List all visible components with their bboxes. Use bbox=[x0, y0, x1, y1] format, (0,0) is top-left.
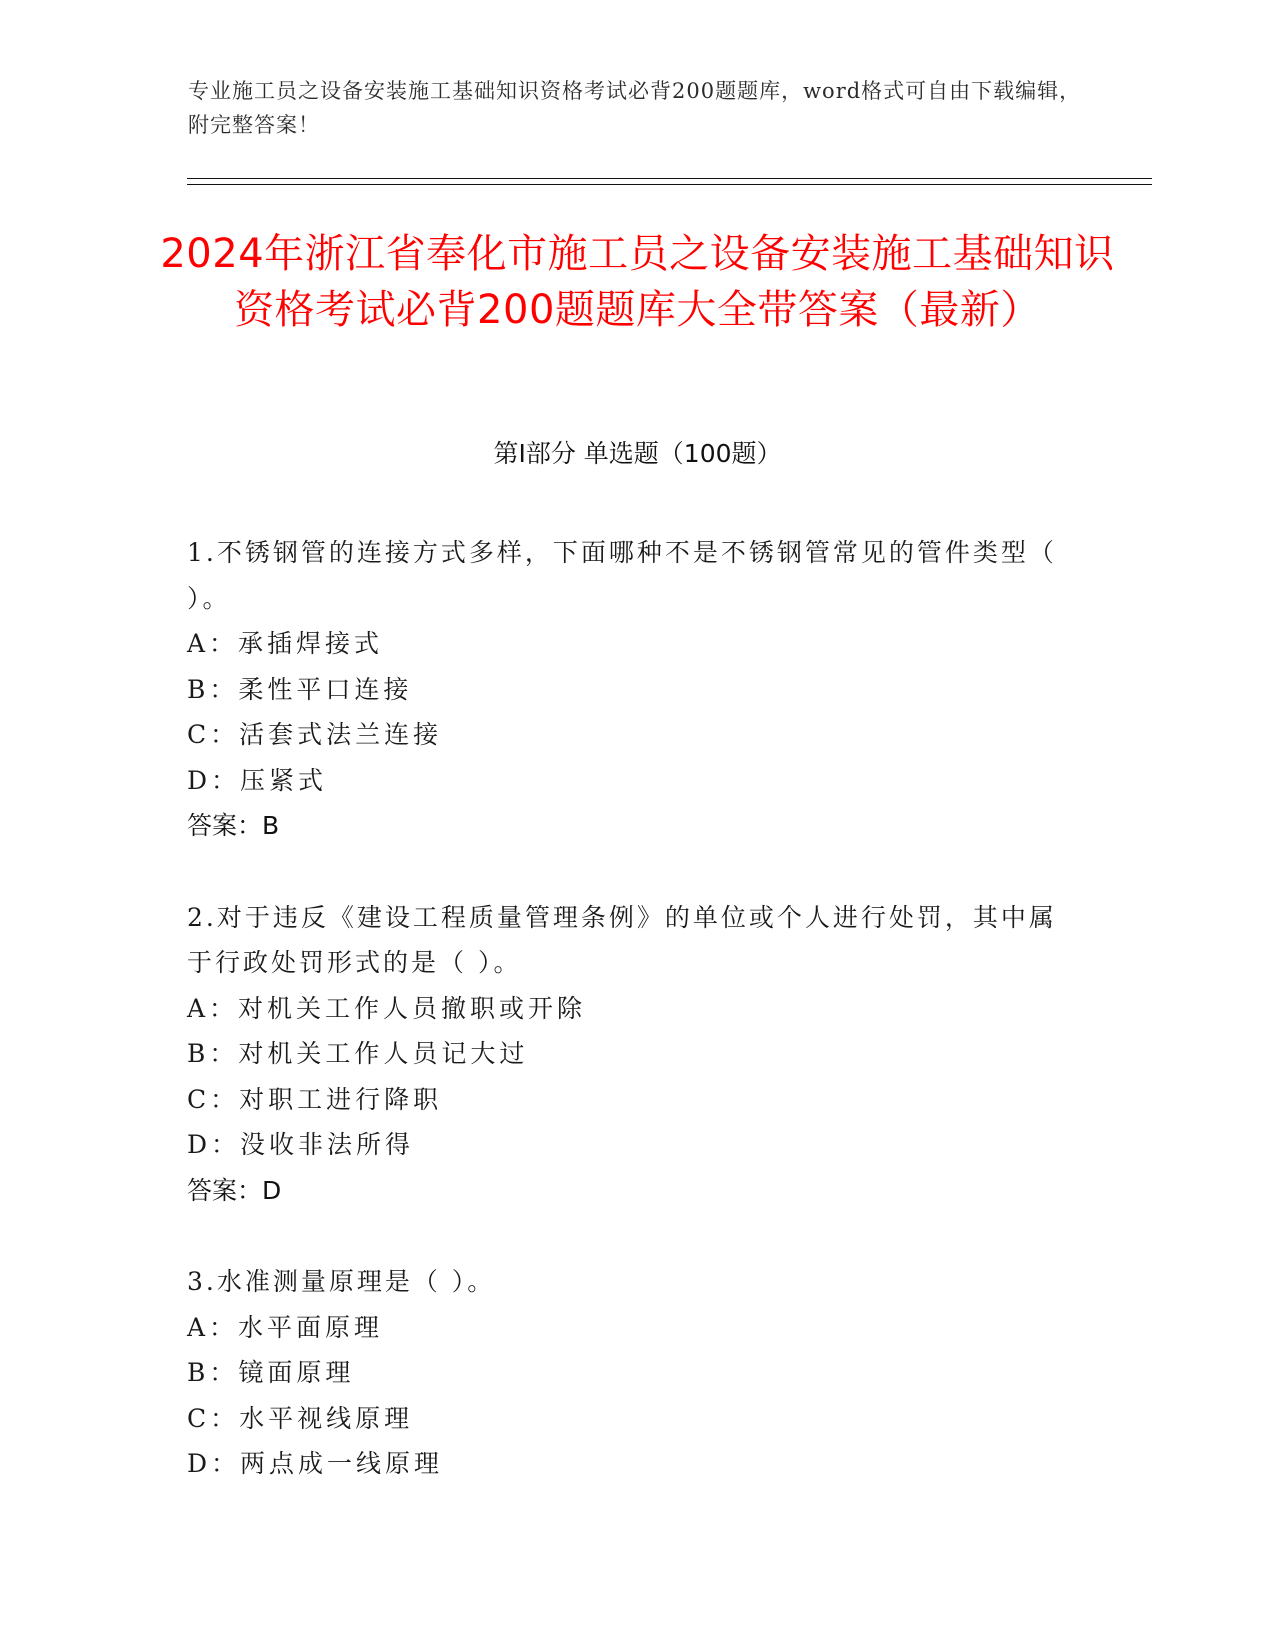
question-1 bbox=[187, 530, 1067, 849]
section-title: 第I部分 单选题（100题） bbox=[493, 439, 782, 468]
option-c: C：活套式法兰连接 bbox=[187, 720, 443, 749]
question-stem: 1.不锈钢管的连接方式多样，下面哪种不是不锈钢管常见的管件类型（ ）。 bbox=[187, 538, 1057, 613]
header-note: 专业施工员之设备安装施工基础知识资格考试必背200题题库，word格式可自由下载编辑，附完整答案！ bbox=[188, 79, 1082, 137]
option-b: B：镜面原理 bbox=[187, 1358, 355, 1387]
option-b: B：柔性平口连接 bbox=[187, 674, 413, 704]
question-list bbox=[187, 530, 1067, 1533]
option-d: D：没收非法所得 bbox=[187, 1130, 415, 1159]
option-b: B：对机关工作人员记大过 bbox=[187, 1039, 529, 1068]
header-rule-top bbox=[187, 178, 1152, 179]
option-a: A：水平面原理 bbox=[187, 1312, 384, 1342]
page-title: 2024年浙江省奉化市施工员之设备安装施工基础知识资格考试必背200题题库大全带答案（最新） bbox=[160, 231, 1115, 333]
option-d: D：两点成一线原理 bbox=[187, 1449, 444, 1478]
question-stem: 2.对于违反《建设工程质量管理条例》的单位或个人进行处罚，其中属于行政处罚形式的是（ ）。 bbox=[187, 902, 1057, 977]
option-a: A：对机关工作人员撤职或开除 bbox=[187, 993, 587, 1023]
option-c: C：水平视线原理 bbox=[187, 1403, 414, 1433]
answer: 答案：B bbox=[187, 811, 280, 840]
option-a: A：承插焊接式 bbox=[187, 629, 384, 658]
question-3 bbox=[187, 1259, 1067, 1487]
header-rule-bottom bbox=[187, 184, 1152, 185]
option-d: D：压紧式 bbox=[187, 765, 328, 795]
question-stem: 3.水准测量原理是（ ）。 bbox=[187, 1267, 496, 1296]
option-c: C：对职工进行降职 bbox=[187, 1084, 443, 1114]
answer: 答案：D bbox=[187, 1175, 282, 1205]
question-2 bbox=[187, 895, 1067, 1214]
